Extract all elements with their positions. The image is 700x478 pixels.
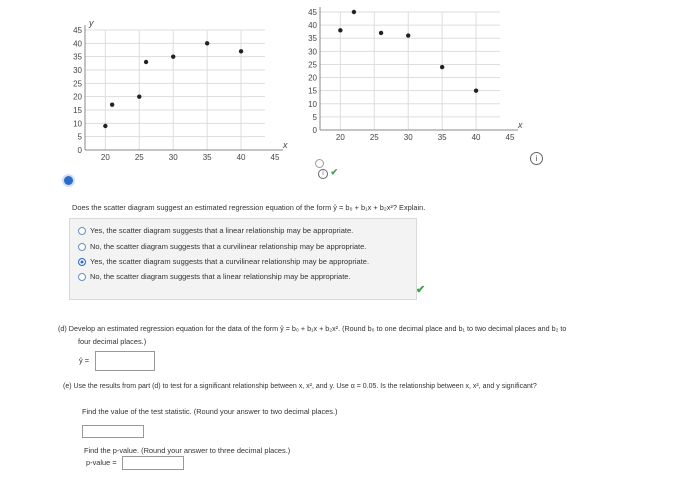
y-tick-label: 35 xyxy=(308,34,317,44)
y-tick-label: 45 xyxy=(73,26,82,35)
scatter-plot-left-svg xyxy=(55,10,295,170)
radio-button-selected[interactable] xyxy=(78,258,86,266)
answer-options-panel xyxy=(69,218,426,300)
part-d-text-2: four decimal places.) xyxy=(78,337,147,346)
data-point xyxy=(474,88,478,92)
check-icon: ✔ xyxy=(330,167,339,177)
part-e-test-statistic-text: Find the value of the test statistic. (Round your answer to two decimal places.) xyxy=(82,407,338,416)
question-text: Does the scatter diagram suggest an estimated regression equation of the form ŷ = b₀ + b₁x + b₂x²? Explain. xyxy=(72,203,426,212)
y-axis-label: y xyxy=(89,18,94,28)
part-e-text: (e) Use the results from part (d) to test for a significant relationship between x, x², and y. Use α = 0.05. Is the relationship between x, x², and y significant? xyxy=(63,383,537,390)
x-tick-label: 20 xyxy=(335,133,345,142)
y-tick-label: 0 xyxy=(77,146,82,155)
y-tick-label: 35 xyxy=(73,52,82,62)
data-point xyxy=(352,10,356,14)
y-tick-label: 10 xyxy=(73,119,82,129)
option-3[interactable] xyxy=(78,272,351,281)
correct-check-icon: ✔ xyxy=(416,284,426,296)
x-axis-label: x xyxy=(283,140,288,150)
data-point xyxy=(239,49,243,53)
option-0[interactable] xyxy=(78,226,353,235)
part-e-pvalue-text: Find the p-value. (Round your answer to three decimal places.) xyxy=(84,446,291,455)
data-point xyxy=(137,94,141,98)
y-tick-label: 40 xyxy=(73,39,82,49)
x-tick-label: 35 xyxy=(202,153,212,162)
y-tick-label: 30 xyxy=(308,47,317,57)
info-icon[interactable]: i xyxy=(530,152,543,165)
y-tick-label: 5 xyxy=(77,132,82,142)
radio-button[interactable] xyxy=(78,227,86,235)
pvalue-input[interactable] xyxy=(122,456,184,470)
x-tick-label: 45 xyxy=(505,133,515,142)
y-tick-label: 45 xyxy=(308,8,317,17)
plot-option-left-radio[interactable] xyxy=(64,176,73,185)
y-tick-label: 15 xyxy=(73,106,82,115)
option-label: Yes, the scatter diagram suggests that a curvilinear relationship may be appropriate. xyxy=(90,257,370,266)
x-tick-label: 45 xyxy=(270,153,280,162)
data-point xyxy=(171,54,175,58)
option-label: Yes, the scatter diagram suggests that a linear relationship may be appropriate. xyxy=(90,226,354,235)
scatter-plot-left xyxy=(55,10,295,170)
radio-button[interactable] xyxy=(78,273,86,281)
part-d-text: (d) Develop an estimated regression equation for the data of the form ŷ = b₀ + b₁x + b₂x². (Round b₀ to one decimal place and b₁ to two decimal places and b₂ to xyxy=(58,324,567,333)
x-tick-label: 30 xyxy=(403,133,413,142)
yhat-label: ŷ = xyxy=(79,356,90,365)
option-label: No, the scatter diagram suggests that a curvilinear relationship may be appropriate. xyxy=(90,242,367,251)
x-tick-label: 35 xyxy=(437,133,447,142)
data-point xyxy=(440,65,444,69)
data-point xyxy=(103,124,107,128)
test-statistic-input[interactable] xyxy=(82,425,144,438)
data-point xyxy=(338,28,342,32)
x-axis-label: x xyxy=(518,120,523,130)
x-tick-label: 20 xyxy=(100,153,110,162)
radio-button[interactable] xyxy=(78,243,86,251)
x-tick-label: 30 xyxy=(168,153,178,162)
option-2[interactable] xyxy=(78,257,369,266)
y-tick-label: 10 xyxy=(308,99,317,109)
y-tick-label: 15 xyxy=(308,86,317,96)
x-tick-label: 40 xyxy=(236,153,246,162)
option-label: No, the scatter diagram suggests that a linear relationship may be appropriate. xyxy=(90,272,351,281)
x-tick-label: 25 xyxy=(134,153,144,162)
data-point xyxy=(406,33,410,37)
data-point xyxy=(379,31,383,35)
scatter-plot-right xyxy=(295,0,530,150)
y-tick-label: 25 xyxy=(73,79,82,89)
pvalue-label: p-value = xyxy=(86,458,117,467)
option-1[interactable] xyxy=(78,242,366,251)
y-tick-label: 20 xyxy=(308,73,317,83)
x-tick-label: 25 xyxy=(369,133,379,142)
y-tick-label: 5 xyxy=(312,112,317,122)
data-point xyxy=(144,60,148,64)
y-tick-label: 0 xyxy=(312,126,317,135)
x-tick-label: 40 xyxy=(471,133,481,142)
y-tick-label: 30 xyxy=(73,66,82,75)
scatter-plot-right-svg xyxy=(295,0,530,150)
y-tick-label: 20 xyxy=(73,92,82,102)
data-point xyxy=(110,102,114,106)
y-tick-label: 25 xyxy=(308,60,317,70)
y-tick-label: 40 xyxy=(308,21,317,31)
regression-equation-input[interactable] xyxy=(95,351,155,371)
feedback-icons xyxy=(318,167,338,179)
info-icon[interactable]: i xyxy=(318,169,328,179)
data-point xyxy=(205,41,209,45)
